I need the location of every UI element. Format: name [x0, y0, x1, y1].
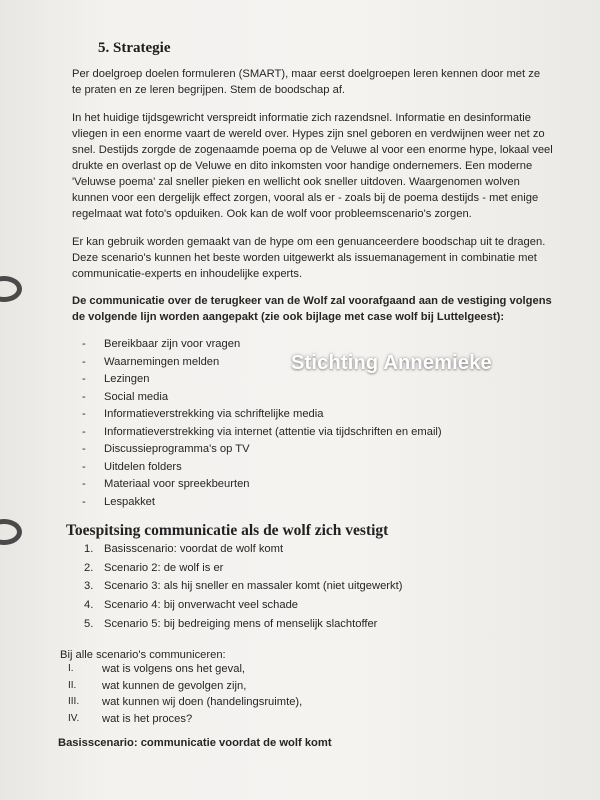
list-item: - Lezingen — [72, 371, 492, 389]
question-list — [60, 661, 460, 727]
binder-ring-top — [0, 276, 22, 302]
list-item: - Uitdelen folders — [72, 459, 492, 477]
list-item: - Waarnemingen melden — [72, 354, 492, 372]
list-item: - Discussieprogramma's op TV — [72, 441, 492, 459]
paragraph-scenarios: Er kan gebruik worden gemaakt van de hype om een genuanceerdere boodschap uit te dragen. Deze scenario's kunnen het beste worden uitgewerkt als issuemanagement in combinatie met communicatie-experts en inhoudelijke experts. — [72, 236, 546, 280]
final-heading: Basisscenario: communicatie voordat de wolf komt — [58, 737, 332, 749]
list-number: I. — [68, 663, 74, 674]
list-text: wat is volgens ons het geval, — [102, 663, 246, 675]
list-text: Basisscenario: voordat de wolf komt — [104, 543, 284, 555]
list-item: - Informatieverstrekking via schriftelijke media — [72, 406, 492, 424]
list-item: - Informatieverstrekking via internet (attentie via tijdschriften en email) — [72, 424, 492, 442]
list-text: Scenario 4: bij onverwacht veel schade — [104, 599, 299, 612]
list-item — [60, 661, 460, 678]
list-number: 3. — [84, 580, 94, 593]
communication-intro: De communicatie over de terugkeer van de Wolf zal voorafgaand aan de vestiging volgens de volgende lijn worden aangepakt (zie ook bijlage met case wolf bij Luttelgeest): — [72, 295, 552, 323]
list-number: 5. — [84, 617, 94, 630]
list-item — [60, 678, 460, 695]
list-item — [60, 694, 460, 711]
list-text: wat is het proces? — [102, 712, 193, 725]
list-number: IV. — [68, 712, 80, 724]
list-item: - Social media — [72, 389, 492, 407]
paragraph-hype: In het huidige tijdsgewricht verspreidt informatie zich razendsnel. Informatie en desinformatie vliegen in een enorme vaart de wereld over. Hypes zijn snel geboren en verdwijnen weer net zo snel. Destijds zorgde de zogenaamde poema op de Veluwe al voor een enorme hype, lokaal veel drukte en overlast op de Veluwe en dito inkomsten voor handige ondernemers. Een moderne 'Veluwse poema' zal sneller pieken en wellicht ook sneller uitdoven. Waargenomen wolven kunnen voor een dergelijk effect zorgen, vooral als er - zoals bij de poema destijds - met enige regelmaat wat foto's opduiken. Ook kan de wolf voor probleemscenario's zorgen. — [72, 112, 553, 220]
section-title: 5. Strategie — [98, 40, 171, 56]
list-item: - Materiaal voor spreekbeurten — [72, 476, 492, 494]
binder-ring-bottom — [0, 519, 22, 545]
list-item — [60, 711, 460, 728]
list-number: 4. — [84, 599, 94, 612]
list-item — [72, 615, 512, 634]
list-item — [72, 596, 512, 615]
subheading-wolf-settles: Toespitsing communicatie als de wolf zich vestigt — [66, 522, 389, 539]
list-item — [72, 540, 512, 559]
list-item — [72, 577, 512, 596]
list-number: 1. — [84, 543, 94, 555]
watermark: Stichting Annemieke — [291, 352, 492, 374]
list-text: wat kunnen de gevolgen zijn, — [102, 679, 247, 692]
list-number: III. — [68, 696, 80, 707]
list-item — [72, 559, 512, 578]
paragraph-smart: Per doelgroep doelen formuleren (SMART), maar eerst doelgroepen leren kennen door met ze te praten en ze leren begrijpen. Stem de boodschap af. — [72, 68, 541, 96]
communicate-intro: Bij alle scenario's communiceren: — [60, 649, 226, 661]
list-text: wat kunnen wij doen (handelingsruimte), — [102, 696, 303, 708]
list-text: Scenario 5: bij bedreiging mens of menselijk slachtoffer — [104, 617, 378, 630]
list-text: Scenario 2: de wolf is er — [104, 561, 224, 574]
scenario-list — [72, 540, 512, 633]
list-item: - Bereikbaar zijn voor vragen — [72, 336, 492, 354]
list-number: 2. — [84, 561, 94, 574]
list-text: Scenario 3: als hij sneller en massaler komt (niet uitgewerkt) — [104, 580, 403, 593]
list-item: - Lespakket — [72, 494, 492, 512]
list-number: II. — [68, 679, 77, 691]
